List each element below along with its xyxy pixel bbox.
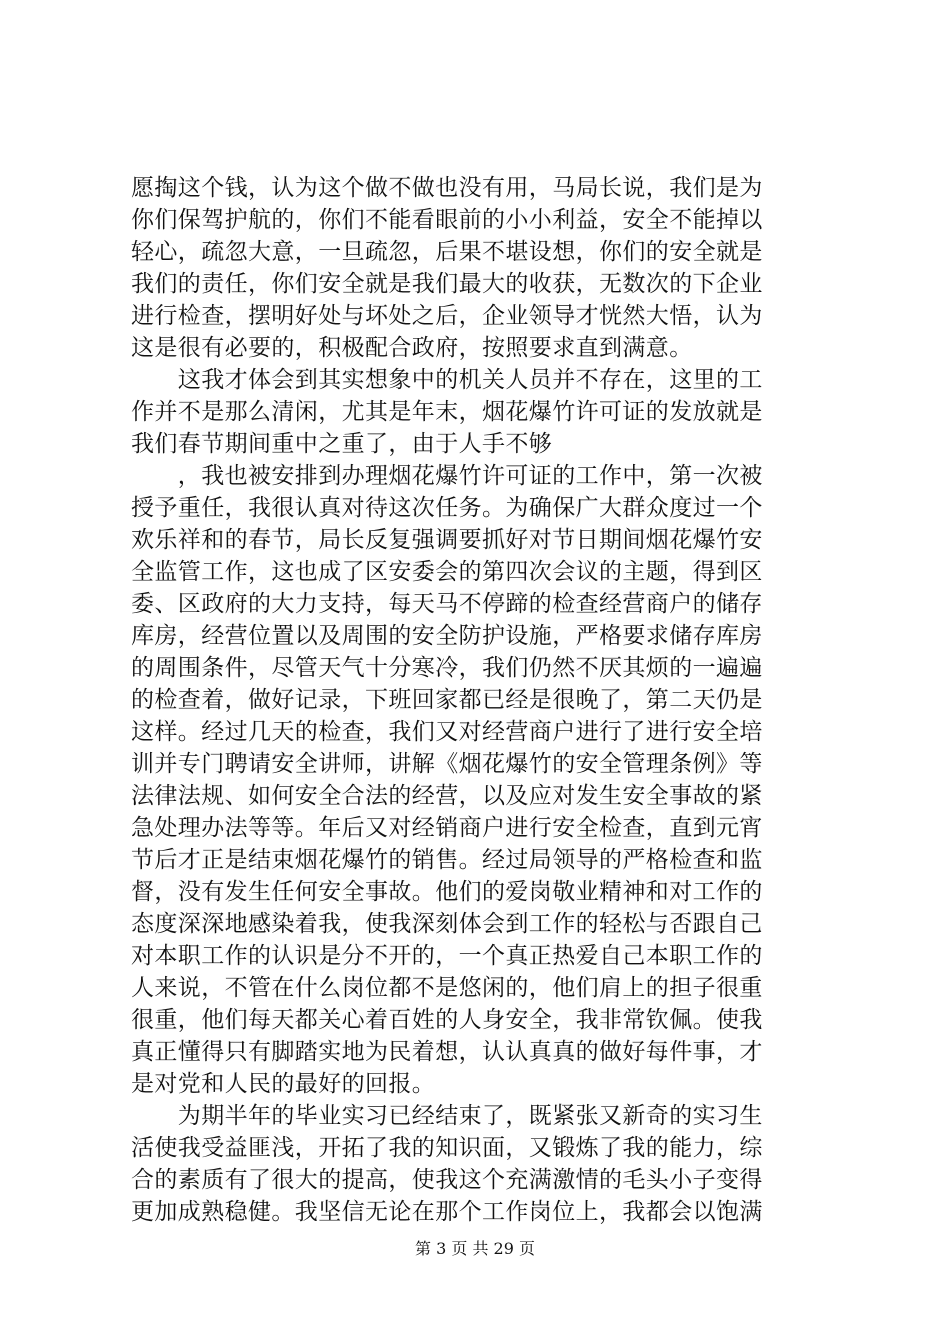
text-line: 训并专门聘请安全讲师，讲解《烟花爆竹的安全管理条例》等 (131, 751, 763, 777)
text-line: 节后才正是结束烟花爆竹的销售。经过局领导的严格检查和监 (131, 847, 763, 873)
page-number-footer: 第 3 页 共 29 页 (415, 1239, 535, 1258)
text-line: 委、区政府的大力支持，每天马不停蹄的检查经营商户的储存 (131, 591, 763, 617)
text-line: 态度深深地感染着我，使我深刻体会到工作的轻松与否跟自己 (131, 911, 763, 937)
text-line: 作并不是那么清闲，尤其是年末，烟花爆竹许可证的发放就是 (131, 399, 763, 425)
text-line: 人来说，不管在什么岗位都不是悠闲的，他们肩上的担子很重 (131, 975, 763, 1001)
text-line: 法律法规、如何安全合法的经营，以及应对发生安全事故的紧 (131, 783, 763, 809)
text-line: ，我也被安排到办理烟花爆竹许可证的工作中，第一次被 (131, 463, 763, 489)
text-line: 的检查着，做好记录，下班回家都已经是很晚了，第二天仍是 (131, 687, 763, 713)
text-line: 督，没有发生任何安全事故。他们的爱岗敬业精神和对工作的 (131, 879, 763, 905)
text-line: 这样。经过几天的检查，我们又对经营商户进行了进行安全培 (131, 719, 763, 745)
text-line: 库房，经营位置以及周围的安全防护设施，严格要求储存库房 (131, 623, 763, 649)
text-line: 真正懂得只有脚踏实地为民着想，认认真真的做好每件事，才 (131, 1039, 763, 1065)
text-line: 很重，他们每天都关心着百姓的人身安全，我非常钦佩。使我 (131, 1007, 763, 1033)
text-line: 为期半年的毕业实习已经结束了，既紧张又新奇的实习生 (131, 1103, 763, 1129)
text-line: 全监管工作，这也成了区安委会的第四次会议的主题，得到区 (131, 559, 763, 585)
text-line: 授予重任，我很认真对待这次任务。为确保广大群众度过一个 (131, 495, 763, 521)
text-line: 的周围条件，尽管天气十分寒冷，我们仍然不厌其烦的一遍遍 (131, 655, 763, 681)
text-line: 我们的责任，你们安全就是我们最大的收获，无数次的下企业 (131, 271, 763, 297)
text-line: 对本职工作的认识是分不开的，一个真正热爱自己本职工作的 (131, 943, 763, 969)
text-line: 我们春节期间重中之重了，由于人手不够 (131, 431, 553, 457)
document-body (131, 172, 831, 1228)
text-line: 轻心，疏忽大意，一旦疏忽，后果不堪设想，你们的安全就是 (131, 239, 763, 265)
text-line: 这我才体会到其实想象中的机关人员并不存在，这里的工 (131, 367, 763, 393)
text-line: 更加成熟稳健。我坚信无论在那个工作岗位上，我都会以饱满 (131, 1199, 763, 1225)
text-line: 这是很有必要的，积极配合政府，按照要求直到满意。 (131, 335, 693, 361)
text-line: 活使我受益匪浅，开拓了我的知识面，又锻炼了我的能力，综 (131, 1135, 763, 1161)
text-line: 合的素质有了很大的提高，使我这个充满激情的毛头小子变得 (131, 1167, 763, 1193)
text-line: 进行检查，摆明好处与坏处之后，企业领导才恍然大悟，认为 (131, 303, 763, 329)
text-line: 愿掏这个钱，认为这个做不做也没有用，马局长说，我们是为 (131, 175, 763, 201)
text-line: 你们保驾护航的，你们不能看眼前的小小利益，安全不能掉以 (131, 207, 763, 233)
text-line: 是对党和人民的最好的回报。 (131, 1071, 436, 1097)
text-line: 欢乐祥和的春节，局长反复强调要抓好对节日期间烟花爆竹安 (131, 527, 763, 553)
text-line: 急处理办法等等。年后又对经销商户进行安全检查，直到元宵 (131, 815, 763, 841)
